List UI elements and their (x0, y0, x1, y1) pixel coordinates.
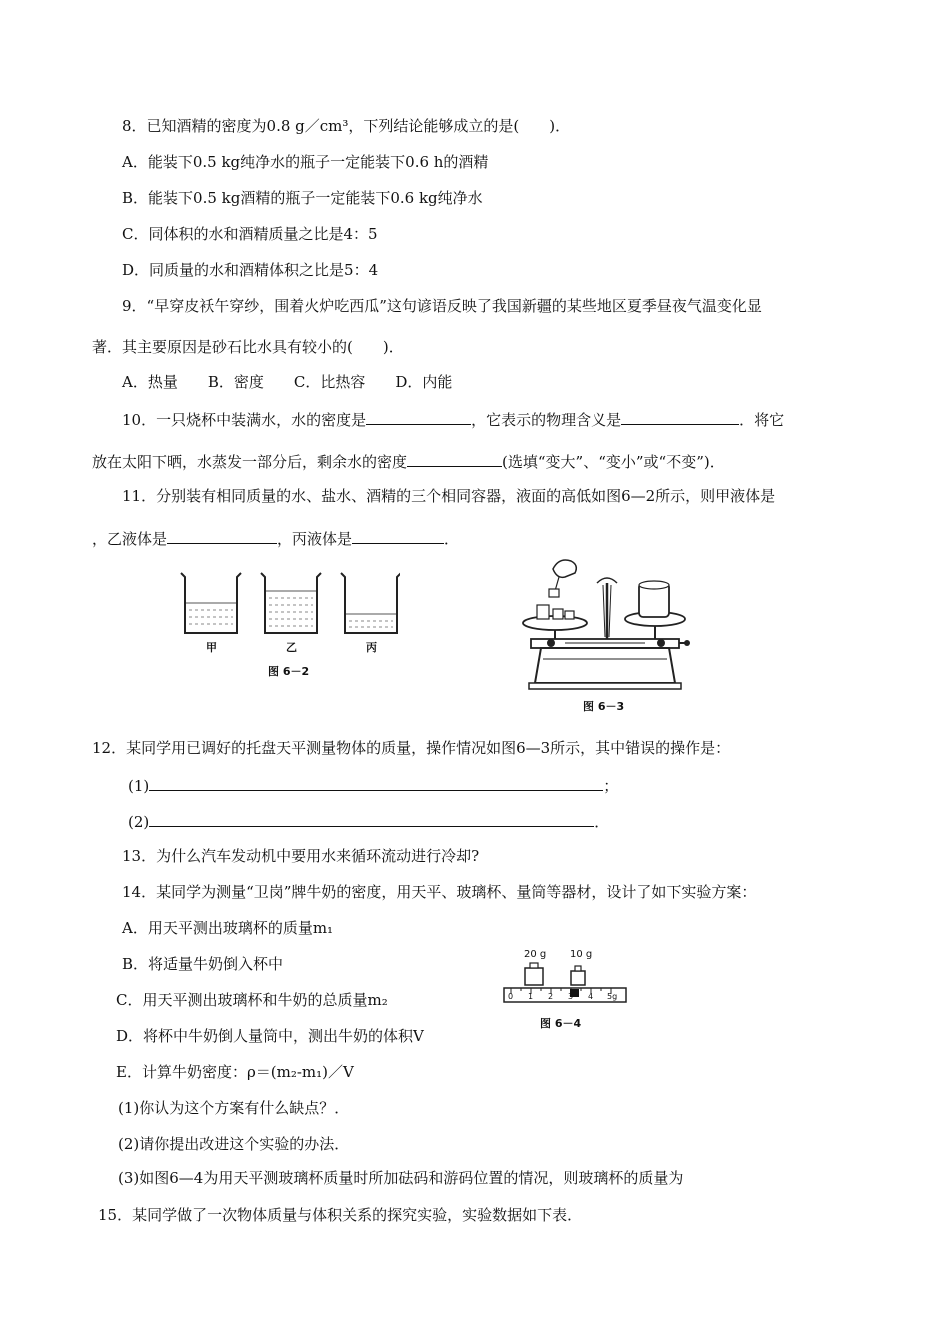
q12-item2-label: (2) (128, 813, 150, 831)
q9-stem-line2: 著．其主要原因是砂石比水具有较小的( )． (92, 338, 404, 356)
fig62-label-jia: 甲 (206, 641, 217, 654)
q11-text-3: ． (444, 530, 460, 548)
beaker-bing (341, 573, 400, 633)
scale-5g: 5g (607, 992, 618, 1001)
q10-text-5: (选填“变大”、“变小”或“不变”)． (502, 453, 725, 471)
fig64-weight1-label: 20 g (524, 949, 547, 960)
q10-text-1: 10．一只烧杯中装满水，水的密度是 (122, 411, 367, 429)
q12-item-1 (128, 774, 618, 796)
q14-sub-3: (3)如图6—4为用天平测玻璃杯质量时所加砝码和游码位置的情况，则玻璃杯的质量为 (118, 1169, 684, 1187)
weight-20g-icon (525, 968, 543, 985)
q14-stem: 14．某同学为测量“卫岗”牌牛奶的密度，用天平、玻璃杯、量筒等器材，设计了如下实验方案： (122, 883, 757, 901)
q11-blank-yi[interactable] (167, 527, 277, 544)
weight-10g-icon (571, 971, 585, 985)
q9-stem-line1: 9．“早穿皮袄午穿纱，围着火炉吃西瓜”这句谚语反映了我国新疆的某些地区夏季昼夜气温变化显 (122, 297, 762, 315)
scale-0: 0 (508, 992, 514, 1001)
q12-blank-2[interactable] (149, 810, 594, 827)
q10-text-3: ．将它 (739, 411, 785, 429)
q14-step-c: C．用天平测出玻璃杯和牛奶的总质量m₂ (116, 991, 388, 1009)
q8-stem: 8．已知酒精的密度为0.8 g／cm³，下列结论能够成立的是( )． (122, 117, 571, 135)
q8-option-c: C．同体积的水和酒精质量之比是4：5 (122, 225, 378, 243)
q12-item2-end: ． (594, 813, 610, 831)
q14-sub-2: (2)请你提出改进这个实验的办法． (118, 1135, 350, 1153)
q11-text-1: ，乙液体是 (92, 530, 168, 548)
q8-option-d: D．同质量的水和酒精体积之比是5：4 (122, 261, 379, 279)
q12-item-2 (128, 810, 609, 832)
q14-step-a: A．用天平测出玻璃杯的质量m₁ (122, 919, 334, 937)
fig62-label-bing: 丙 (366, 641, 377, 654)
q8-option-b: B．能装下0.5 kg酒精的瓶子一定能装下0.6 kg纯净水 (122, 189, 483, 207)
q9-options: A．热量 B．密度 C．比热容 D．内能 (122, 373, 453, 391)
fig62-label-yi: 乙 (286, 641, 297, 654)
q11-line2 (92, 527, 459, 549)
q12-item1-label: (1) (128, 777, 150, 795)
fig63-caption: 图 6－3 (583, 700, 625, 713)
q10-blank-density[interactable] (366, 408, 471, 425)
q14-sub-1: (1)你认为这个方案有什么缺点？． (118, 1099, 350, 1117)
fig64-caption: 图 6－4 (540, 1017, 582, 1030)
q10-text-4: 放在太阳下晒，水蒸发一部分后，剩余水的密度 (92, 453, 408, 471)
q14-step-b: B．将适量牛奶倒入杯中 (122, 955, 284, 973)
q10-line1 (122, 408, 784, 430)
q10-blank-remaining-density[interactable] (407, 450, 502, 467)
scale-1: 1 (528, 992, 534, 1001)
q14-step-e: E．计算牛奶密度：ρ＝(m₂-m₁)／V (116, 1063, 354, 1081)
beaker-yi (261, 573, 321, 633)
q15-stem: 15．某同学做了一次物体质量与体积关系的探究实验，实验数据如下表． (98, 1206, 583, 1224)
q14-step-d: D．将杯中牛奶倒人量筒中，测出牛奶的体积V (116, 1027, 424, 1045)
scale-3: 3 (568, 992, 574, 1001)
q11-blank-bing[interactable] (352, 527, 444, 544)
q10-blank-meaning[interactable] (621, 408, 739, 425)
figure-6-3 (515, 555, 695, 695)
q12-stem: 12．某同学用已调好的托盘天平测量物体的质量，操作情况如图6—3所示，其中错误的操作是： (92, 739, 731, 757)
fig64-weight2-label: 10 g (570, 949, 593, 960)
q10-text-2: ，它表示的物理含义是 (471, 411, 622, 429)
fig62-caption: 图 6－2 (268, 665, 310, 678)
q13-stem: 13．为什么汽车发动机中要用水来循环流动进行冷却? (122, 847, 480, 865)
q12-blank-1[interactable] (149, 774, 603, 791)
beaker-jia (181, 573, 241, 633)
q11-line1: 11．分别装有相同质量的水、盐水、酒精的三个相同容器，液面的高低如图6—2所示，则甲液体是 (122, 487, 776, 505)
q11-text-2: ，丙液体是 (277, 530, 353, 548)
scale-4: 4 (588, 992, 594, 1001)
scale-2: 2 (548, 992, 554, 1001)
q10-line2 (92, 450, 725, 472)
q8-option-a: A．能装下0.5 kg纯净水的瓶子一定能装下0.6 h的酒精 (122, 153, 489, 171)
q12-item1-end: ； (603, 777, 619, 795)
